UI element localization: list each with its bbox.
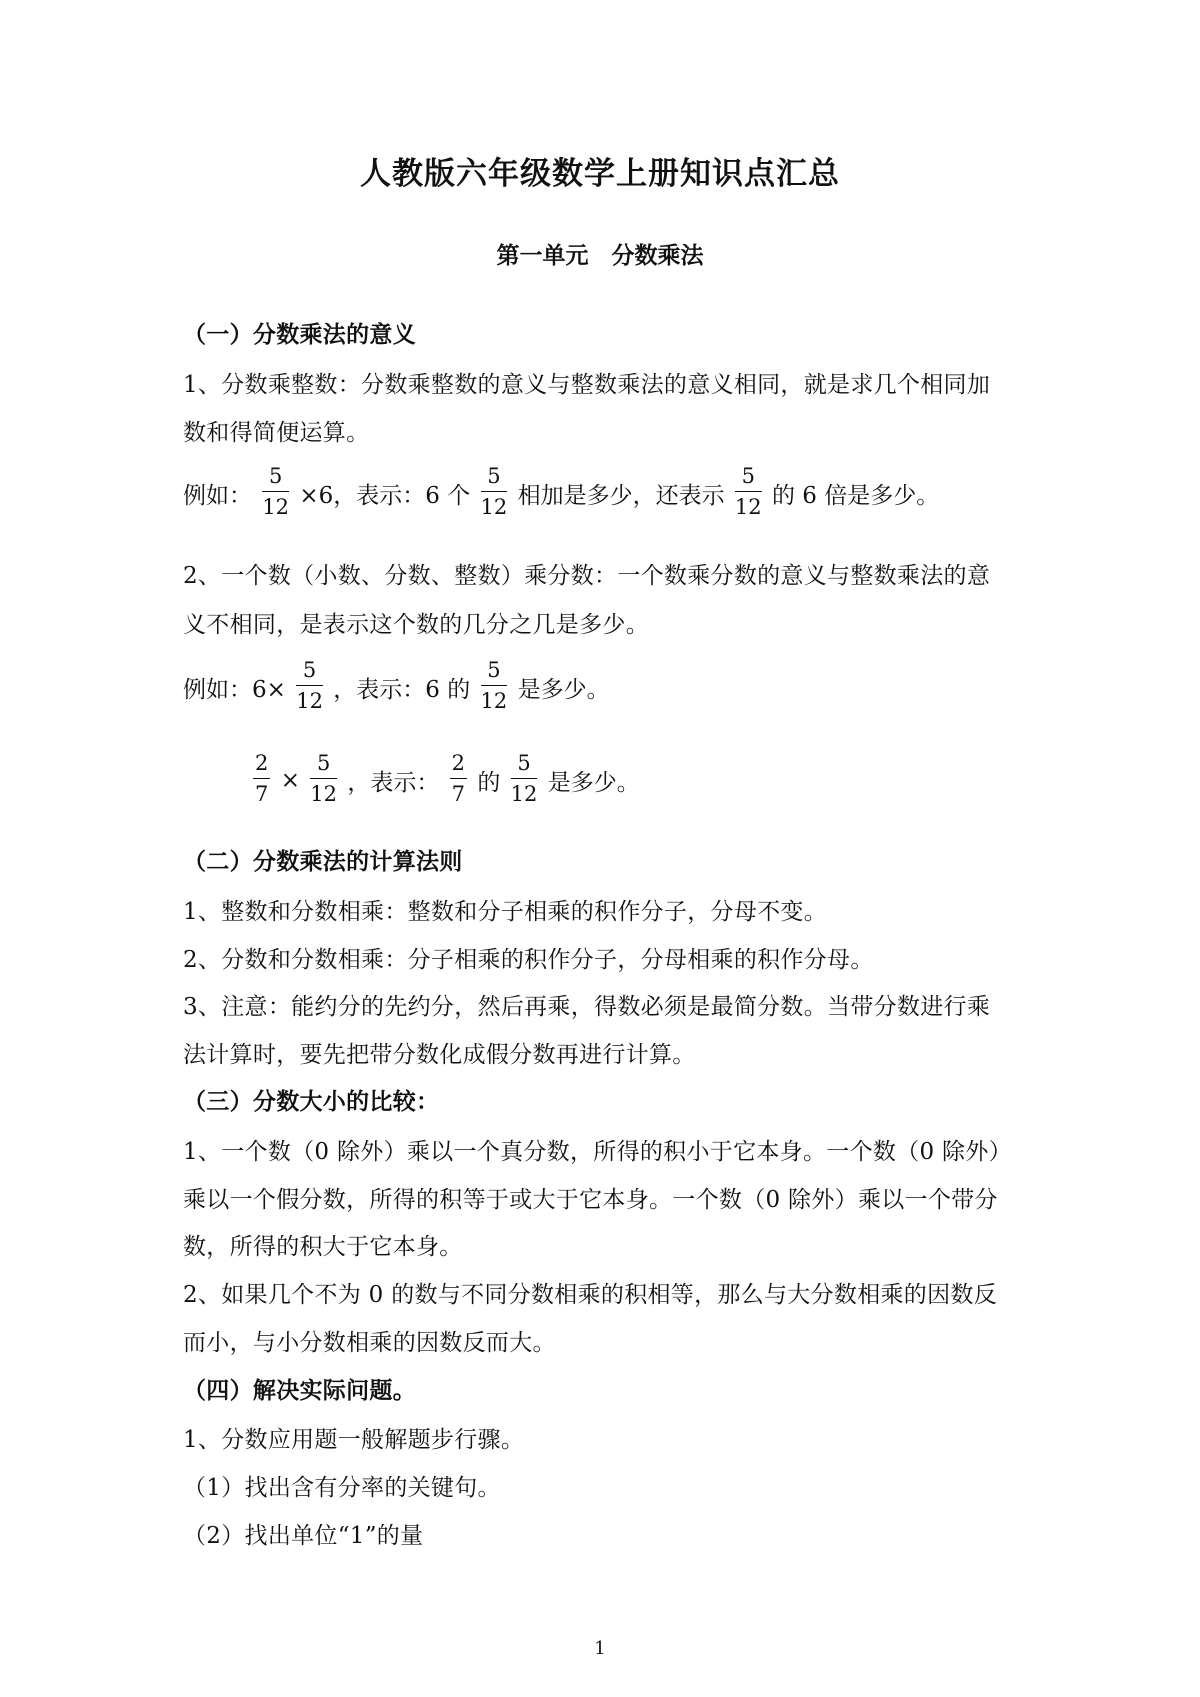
paragraph-line: 数和得简便运算。 <box>183 420 370 446</box>
fraction <box>310 751 337 806</box>
numerator: 2 <box>253 751 270 779</box>
fraction <box>253 751 270 806</box>
paragraph-line: 而小，与小分数相乘的因数反而大。 <box>183 1330 556 1356</box>
fraction <box>450 751 467 806</box>
fraction <box>511 751 538 806</box>
paragraph-line: 2、分数和分数相乘：分子相乘的积作分子，分母相乘的积作分母。 <box>183 947 874 973</box>
example-1 <box>183 466 939 521</box>
denominator: 12 <box>310 782 338 807</box>
denominator: 12 <box>734 495 762 520</box>
numerator: 5 <box>262 464 289 492</box>
example-text: ，表示：6 的 <box>333 677 471 704</box>
example-text: 相加是多少，还表示 <box>517 483 725 510</box>
paragraph-line: 1、分数应用题一般解题步行骤。 <box>183 1427 525 1453</box>
section-heading-2: （二）分数乘法的计算法则 <box>183 849 463 875</box>
paragraph-line: 乘以一个假分数，所得的积等于或大于它本身。一个数（0 除外）乘以一个带分 <box>183 1187 998 1213</box>
denominator: 7 <box>255 782 269 807</box>
section-heading-4: （四）解决实际问题。 <box>183 1378 416 1404</box>
numerator: 5 <box>296 658 323 686</box>
denominator: 12 <box>262 495 290 520</box>
example-text: 是多少。 <box>517 677 610 704</box>
example-text: 例如：6× <box>183 677 286 704</box>
numerator: 5 <box>481 464 508 492</box>
example-text: 是多少。 <box>547 770 640 797</box>
paragraph-line: 数，所得的积大于它本身。 <box>183 1234 463 1260</box>
example-text: ，表示： <box>347 770 440 797</box>
example-text: 例如： <box>183 483 252 510</box>
fraction <box>296 658 323 713</box>
numerator: 5 <box>310 751 337 779</box>
paragraph-line: 义不相同，是表示这个数的几分之几是多少。 <box>183 612 649 638</box>
paragraph-line: 2、一个数（小数、分数、整数）乘分数：一个数乘分数的意义与整数乘法的意 <box>183 563 991 589</box>
paragraph-line: 2、如果几个不为 0 的数与不同分数相乘的积相等，那么与大分数相乘的因数反 <box>183 1282 997 1308</box>
denominator: 7 <box>451 782 466 807</box>
unit-title: 第一单元 分数乘法 <box>496 243 704 269</box>
numerator: 5 <box>511 751 538 779</box>
numerator: 2 <box>450 751 467 779</box>
example-text: 的 6 倍是多少。 <box>771 483 940 510</box>
paragraph-line: （2）找出单位“1”的量 <box>183 1523 424 1549</box>
example-text: ×6，表示：6 个 <box>299 483 471 510</box>
numerator: 5 <box>481 658 508 686</box>
page-title: 人教版六年级数学上册知识点汇总 <box>360 156 840 192</box>
denominator: 12 <box>296 689 323 714</box>
fraction <box>481 464 508 519</box>
section-heading-3: （三）分数大小的比较： <box>183 1089 440 1115</box>
example-2 <box>183 660 610 715</box>
example-3 <box>250 753 640 808</box>
paragraph-line: 1、整数和分数相乘：整数和分子相乘的积作分子，分母不变。 <box>183 899 828 925</box>
denominator: 12 <box>480 495 508 520</box>
denominator: 12 <box>510 782 538 807</box>
paragraph-line: 1、一个数（0 除外）乘以一个真分数，所得的积小于它本身。一个数（0 除外） <box>183 1139 1012 1165</box>
fraction <box>262 464 289 519</box>
paragraph-line: 1、分数乘整数：分数乘整数的意义与整数乘法的意义相同，就是求几个相同加 <box>183 372 991 398</box>
example-text: 的 <box>477 770 501 797</box>
numerator: 5 <box>735 464 762 492</box>
paragraph-line: （1）找出含有分率的关键句。 <box>183 1475 501 1501</box>
section-heading-1: （一）分数乘法的意义 <box>183 322 416 348</box>
page-number: 1 <box>594 1638 606 1659</box>
paragraph-line: 法计算时，要先把带分数化成假分数再进行计算。 <box>183 1042 696 1068</box>
fraction <box>481 658 508 713</box>
paragraph-line: 3、注意：能约分的先约分，然后再乘，得数必须是最简分数。当带分数进行乘 <box>183 994 991 1020</box>
example-text: × <box>280 767 300 794</box>
fraction <box>735 464 762 519</box>
denominator: 12 <box>480 689 508 714</box>
